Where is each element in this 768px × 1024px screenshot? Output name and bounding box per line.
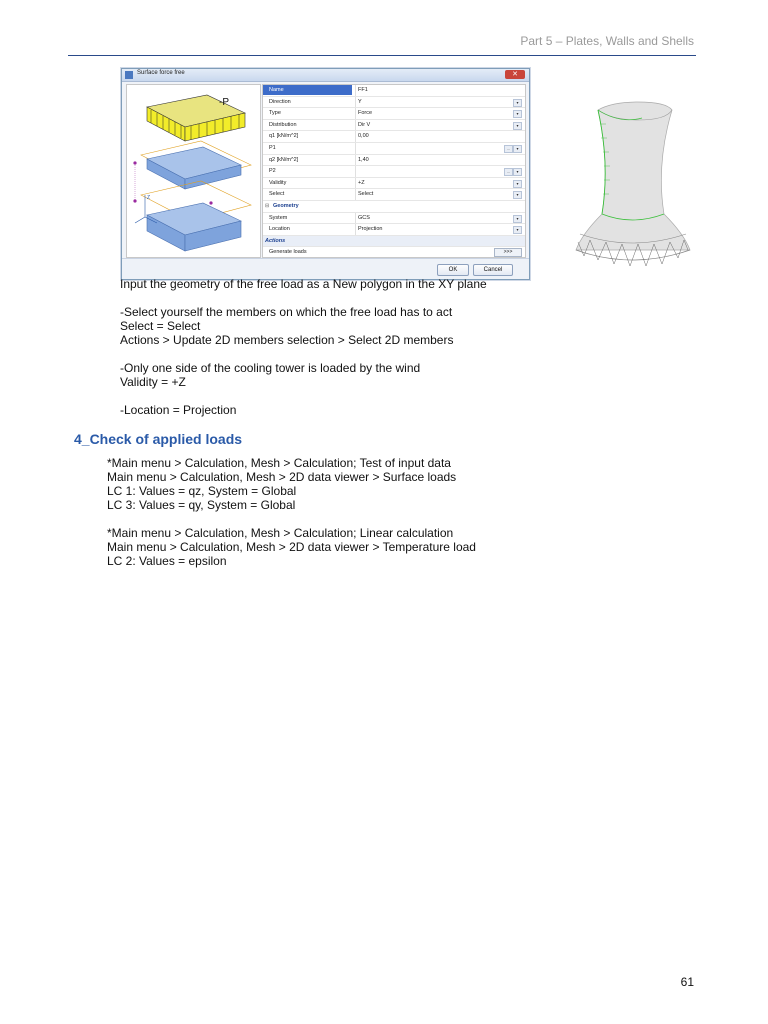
- property-label: P1: [269, 144, 276, 151]
- cancel-button[interactable]: Cancel: [473, 264, 513, 276]
- app-icon: [125, 71, 133, 79]
- column-divider: [355, 131, 356, 142]
- actions-section: [263, 236, 525, 248]
- column-divider: [355, 155, 356, 166]
- ok-button[interactable]: OK: [437, 264, 469, 276]
- cooling-tower-image: [572, 94, 694, 276]
- geometry-group[interactable]: [263, 201, 525, 213]
- ellipsis-icon[interactable]: …: [504, 145, 513, 153]
- chevron-down-icon[interactable]: ▾: [513, 110, 522, 118]
- property-value[interactable]: Force: [358, 110, 373, 117]
- property-value[interactable]: Y: [358, 98, 362, 105]
- property-label: q2 [kN/m^2]: [269, 156, 299, 163]
- property-value[interactable]: +Z: [358, 179, 365, 186]
- running-header: Part 5 – Plates, Walls and Shells: [520, 34, 694, 48]
- column-divider: [355, 108, 356, 119]
- column-divider: [355, 143, 356, 154]
- property-label: Select: [269, 191, 285, 198]
- paragraph-line: Main menu > Calculation, Mesh > 2D data viewer > Surface loads: [107, 470, 457, 484]
- property-row[interactable]: [263, 131, 525, 143]
- dialog-title: Surface force free: [137, 70, 185, 76]
- property-value[interactable]: FF1: [358, 87, 368, 93]
- paragraph-line: *Main menu > Calculation, Mesh > Calculation; Test of input data: [107, 456, 451, 470]
- page-number: 61: [680, 975, 694, 989]
- property-row[interactable]: [263, 108, 525, 120]
- close-icon[interactable]: ✕: [505, 70, 525, 79]
- chevron-down-icon[interactable]: ▾: [513, 168, 522, 176]
- paragraph-line: Validity = +Z: [120, 375, 186, 389]
- paragraph-line: -Location = Projection: [120, 403, 237, 417]
- svg-text:Z: Z: [147, 195, 151, 201]
- column-divider: [355, 213, 356, 224]
- property-label: q1 [kN/m^2]: [269, 133, 299, 140]
- property-row[interactable]: [263, 224, 525, 236]
- property-label: System: [269, 214, 288, 221]
- paragraph-line: *Main menu > Calculation, Mesh > Calculation; Linear calculation: [107, 526, 454, 540]
- paragraph-line: Input the geometry of the free load as a New polygon in the XY plane: [120, 277, 487, 291]
- property-label: P2: [269, 168, 276, 175]
- column-divider: [355, 224, 356, 235]
- paragraph-line: LC 3: Values = qy, System = Global: [107, 498, 296, 512]
- property-row[interactable]: [263, 178, 525, 190]
- property-row[interactable]: [263, 85, 525, 97]
- header-rule: [68, 55, 696, 56]
- column-divider: [355, 120, 356, 131]
- figure-label: -P: [219, 97, 229, 108]
- generate-loads-label: Generate loads: [269, 249, 307, 256]
- paragraph-line: Select = Select: [120, 319, 201, 333]
- chevron-down-icon[interactable]: ▾: [513, 215, 522, 223]
- paragraph-line: Actions > Update 2D members selection > Select 2D members: [120, 333, 454, 347]
- property-row[interactable]: [263, 213, 525, 225]
- property-row[interactable]: [263, 143, 525, 155]
- property-label: Type: [269, 110, 281, 117]
- dialog-footer: [122, 258, 529, 279]
- column-divider: [355, 189, 356, 200]
- property-row[interactable]: [263, 166, 525, 178]
- ellipsis-icon[interactable]: …: [504, 168, 513, 176]
- load-figure: [126, 84, 261, 258]
- property-row[interactable]: [263, 189, 525, 201]
- property-label: Distribution: [269, 121, 297, 128]
- property-value[interactable]: 1,40: [358, 156, 369, 163]
- chevron-down-icon[interactable]: ▾: [513, 226, 522, 234]
- paragraph-line: Main menu > Calculation, Mesh > 2D data viewer > Temperature load: [107, 540, 476, 554]
- free-load-diagram: [127, 85, 260, 257]
- paragraph-line: -Select yourself the members on which the free load has to act: [120, 305, 453, 319]
- property-row[interactable]: [263, 155, 525, 167]
- paragraph-line: LC 2: Values = epsilon: [107, 554, 227, 568]
- property-value[interactable]: Dir V: [358, 121, 371, 128]
- chevron-down-icon[interactable]: ▾: [513, 191, 522, 199]
- section-heading: 4_Check of applied loads: [74, 431, 243, 447]
- property-value[interactable]: GCS: [358, 214, 370, 221]
- column-divider: [355, 85, 356, 96]
- surface-force-dialog: [121, 68, 530, 280]
- property-row[interactable]: [263, 97, 525, 109]
- chevron-down-icon[interactable]: ▾: [513, 180, 522, 188]
- property-row[interactable]: [263, 120, 525, 132]
- geometry-group-label: Geometry: [273, 202, 299, 209]
- chevron-down-icon[interactable]: ▾: [513, 99, 522, 107]
- dialog-titlebar: [122, 69, 529, 82]
- actions-section-label: Actions: [265, 237, 286, 244]
- property-label: Name: [263, 85, 352, 95]
- property-value[interactable]: 0,00: [358, 133, 369, 140]
- collapse-icon[interactable]: ⊟: [265, 202, 270, 209]
- property-label: Location: [269, 226, 290, 233]
- chevron-down-icon[interactable]: ▾: [513, 145, 522, 153]
- property-value[interactable]: Select: [358, 191, 374, 198]
- property-grid: [262, 84, 526, 258]
- column-divider: [355, 97, 356, 108]
- property-label: Validity: [269, 179, 287, 186]
- column-divider: [355, 178, 356, 189]
- chevron-down-icon[interactable]: ▾: [513, 122, 522, 130]
- property-label: Direction: [269, 98, 291, 105]
- column-divider: [355, 166, 356, 177]
- paragraph-line: LC 1: Values = qz, System = Global: [107, 484, 297, 498]
- generate-loads-button[interactable]: >>>: [494, 248, 522, 257]
- property-value[interactable]: Projection: [358, 226, 383, 233]
- paragraph-line: -Only one side of the cooling tower is loaded by the wind: [120, 361, 421, 375]
